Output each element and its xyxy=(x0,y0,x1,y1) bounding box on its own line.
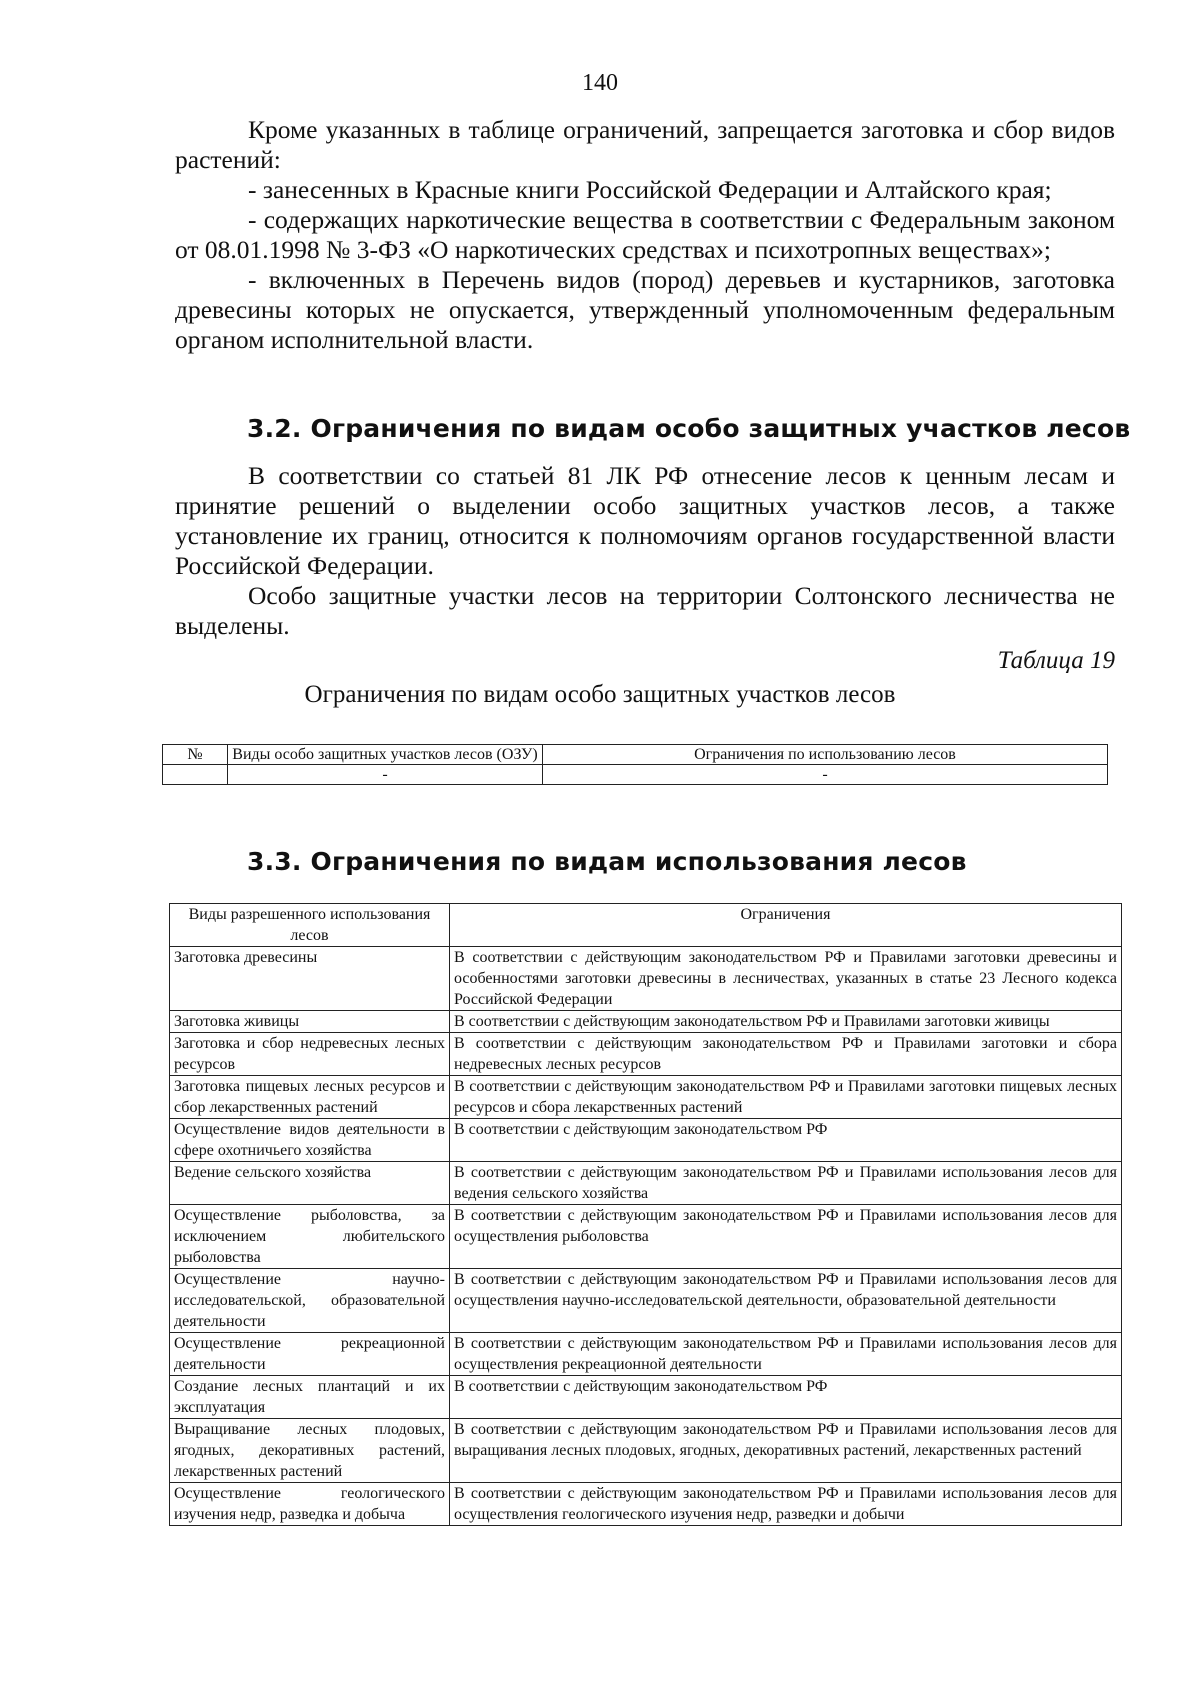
restriction-cell: В соответствии с действующим законодательством РФ xyxy=(450,1376,1122,1419)
forest-use-restrictions-table xyxy=(169,903,1122,1526)
use-type-cell: Заготовка и сбор недревесных лесных ресурсов xyxy=(170,1033,450,1076)
section-heading-3-3: 3.3. Ограничения по видам использования лесов xyxy=(247,847,967,876)
use-type-cell: Осуществление видов деятельности в сфере охотничьего хозяйства xyxy=(170,1119,450,1162)
use-type-cell: Ведение сельского хозяйства xyxy=(170,1162,450,1205)
table-cell: - xyxy=(543,765,1108,785)
table-header-cell: Ограничения xyxy=(450,904,1122,947)
restriction-cell: В соответствии с действующим законодательством РФ и Правилами использования лесов для осуществления геологического изучения недр, разведки и добычи xyxy=(450,1483,1122,1526)
page-number: 140 xyxy=(582,70,618,96)
use-type-cell: Заготовка древесины xyxy=(170,947,450,1011)
intro-item: - содержащих наркотические вещества в соответствии с Федеральным законом от 08.01.1998 № 3-ФЗ «О наркотических средствах и психотропных веществах»; xyxy=(175,205,1115,264)
table-row xyxy=(170,947,1122,1011)
use-type-cell: Заготовка живицы xyxy=(170,1011,450,1033)
intro-lead: Кроме указанных в таблице ограничений, запрещается заготовка и сбор видов растений: xyxy=(175,115,1115,174)
table-row xyxy=(170,1119,1122,1162)
table-header-row xyxy=(170,904,1122,947)
table-header-cell: Виды особо защитных участков лесов (ОЗУ) xyxy=(228,745,543,765)
table-cell: - xyxy=(228,765,543,785)
table-header-cell: Виды разрешенного использования лесов xyxy=(170,904,450,947)
restriction-cell: В соответствии с действующим законодательством РФ и Правилами использования лесов для осуществления рыболовства xyxy=(450,1205,1122,1269)
protected-areas-table xyxy=(162,744,1108,785)
restriction-cell: В соответствии с действующим законодательством РФ и Правилами заготовки и сбора недревесных лесных ресурсов xyxy=(450,1033,1122,1076)
section-heading-3-2: 3.2. Ограничения по видам особо защитных участков лесов xyxy=(247,414,1131,443)
table-row xyxy=(170,1269,1122,1333)
use-type-cell: Осуществление рекреационной деятельности xyxy=(170,1333,450,1376)
table-row xyxy=(170,1162,1122,1205)
table-caption: Таблица 19 xyxy=(997,647,1115,674)
table-header-cell: № xyxy=(163,745,228,765)
restriction-cell: В соответствии с действующим законодательством РФ xyxy=(450,1119,1122,1162)
table-row xyxy=(170,1011,1122,1033)
table-header-row xyxy=(163,745,1108,765)
use-type-cell: Осуществление геологического изучения недр, разведка и добыча xyxy=(170,1483,450,1526)
section-3-2-body xyxy=(175,461,1115,641)
table-row xyxy=(170,1033,1122,1076)
restriction-cell: В соответствии с действующим законодательством РФ и Правилами использования лесов для ведения сельского хозяйства xyxy=(450,1162,1122,1205)
use-type-cell: Осуществление научно-исследовательской, образовательной деятельности xyxy=(170,1269,450,1333)
table-title: Ограничения по видам особо защитных участков лесов xyxy=(304,681,896,708)
restriction-cell: В соответствии с действующим законодательством РФ и Правилами заготовки живицы xyxy=(450,1011,1122,1033)
intro-item: - занесенных в Красные книги Российской Федерации и Алтайского края; xyxy=(248,175,1052,204)
use-type-cell: Создание лесных плантаций и их эксплуатация xyxy=(170,1376,450,1419)
restriction-cell: В соответствии с действующим законодательством РФ и Правилами заготовки древесины и особенностями заготовки древесины в лесничествах, указанных в статье 23 Лесного кодекса Российской Федерации xyxy=(450,947,1122,1011)
intro-item: - включенных в Перечень видов (пород) деревьев и кустарников, заготовка древесины которых не опускается, утвержденный уполномоченным федеральным органом исполнительной власти. xyxy=(175,265,1115,354)
table-cell xyxy=(163,765,228,785)
restriction-cell: В соответствии с действующим законодательством РФ и Правилами использования лесов для осуществления рекреационной деятельности xyxy=(450,1333,1122,1376)
table-row xyxy=(163,765,1108,785)
body-paragraph: В соответствии со статьей 81 ЛК РФ отнесение лесов к ценным лесам и принятие решений о выделении особо защитных участков лесов, а также установление их границ, относится к полномочиям органов государственной власти Российской Федерации. xyxy=(175,461,1115,580)
use-type-cell: Осуществление рыболовства, за исключением любительского рыболовства xyxy=(170,1205,450,1269)
table-row xyxy=(170,1333,1122,1376)
restriction-cell: В соответствии с действующим законодательством РФ и Правилами заготовки пищевых лесных ресурсов и сбора лекарственных растений xyxy=(450,1076,1122,1119)
body-paragraph: Особо защитные участки лесов на территории Солтонского лесничества не выделены. xyxy=(175,581,1115,640)
restriction-cell: В соответствии с действующим законодательством РФ и Правилами использования лесов для выращивания лесных плодовых, ягодных, декоративных растений, лекарственных растений xyxy=(450,1419,1122,1483)
use-type-cell: Выращивание лесных плодовых, ягодных, декоративных растений, лекарственных растений xyxy=(170,1419,450,1483)
table-row xyxy=(170,1205,1122,1269)
intro-block xyxy=(175,115,1115,355)
table-row xyxy=(170,1419,1122,1483)
table-header-cell: Ограничения по использованию лесов xyxy=(543,745,1108,765)
restriction-cell: В соответствии с действующим законодательством РФ и Правилами использования лесов для осуществления научно-исследовательской деятельности, образовательной деятельности xyxy=(450,1269,1122,1333)
table-row xyxy=(170,1483,1122,1526)
table-row xyxy=(170,1076,1122,1119)
use-type-cell: Заготовка пищевых лесных ресурсов и сбор лекарственных растений xyxy=(170,1076,450,1119)
table-row xyxy=(170,1376,1122,1419)
